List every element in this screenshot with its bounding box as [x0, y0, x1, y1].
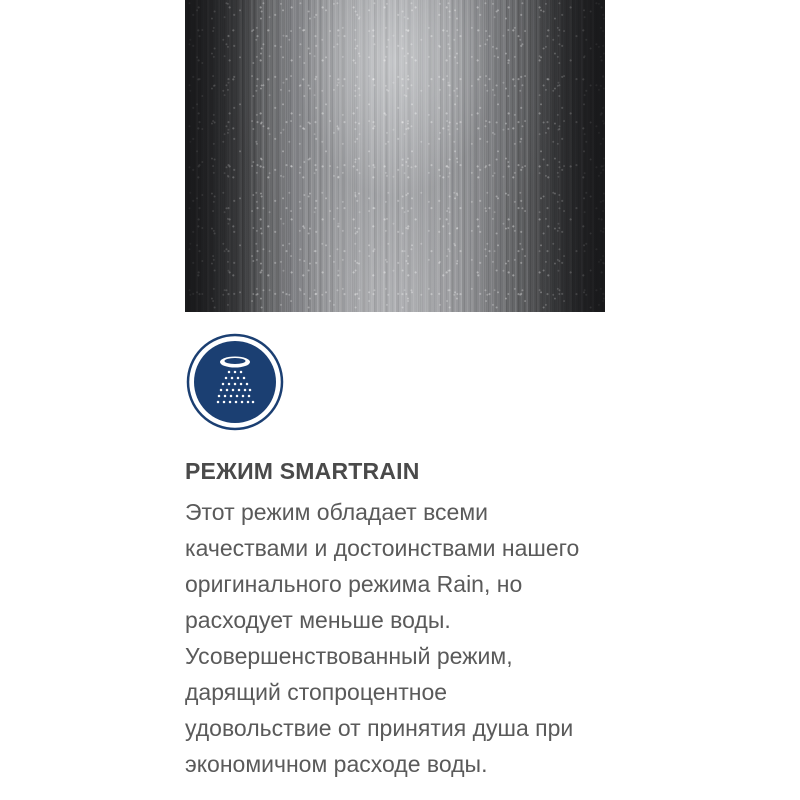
section-body-text: Этот режим обладает всеми качествами и достоинствами нашего оригинального режима Rain, но расходует меньше воды. Усовершенствованный режим, дарящий стопроцентное удовольствие от принятия душа при экономичном расходе воды. [185, 498, 580, 777]
content-column [185, 0, 605, 782]
smartrain-icon-badge [185, 332, 285, 432]
shower-head-icon [185, 332, 285, 432]
shower-spray-photo [185, 0, 605, 312]
photo-vignette [185, 0, 605, 312]
section-title: РЕЖИМ SMARTRAIN [185, 458, 420, 484]
